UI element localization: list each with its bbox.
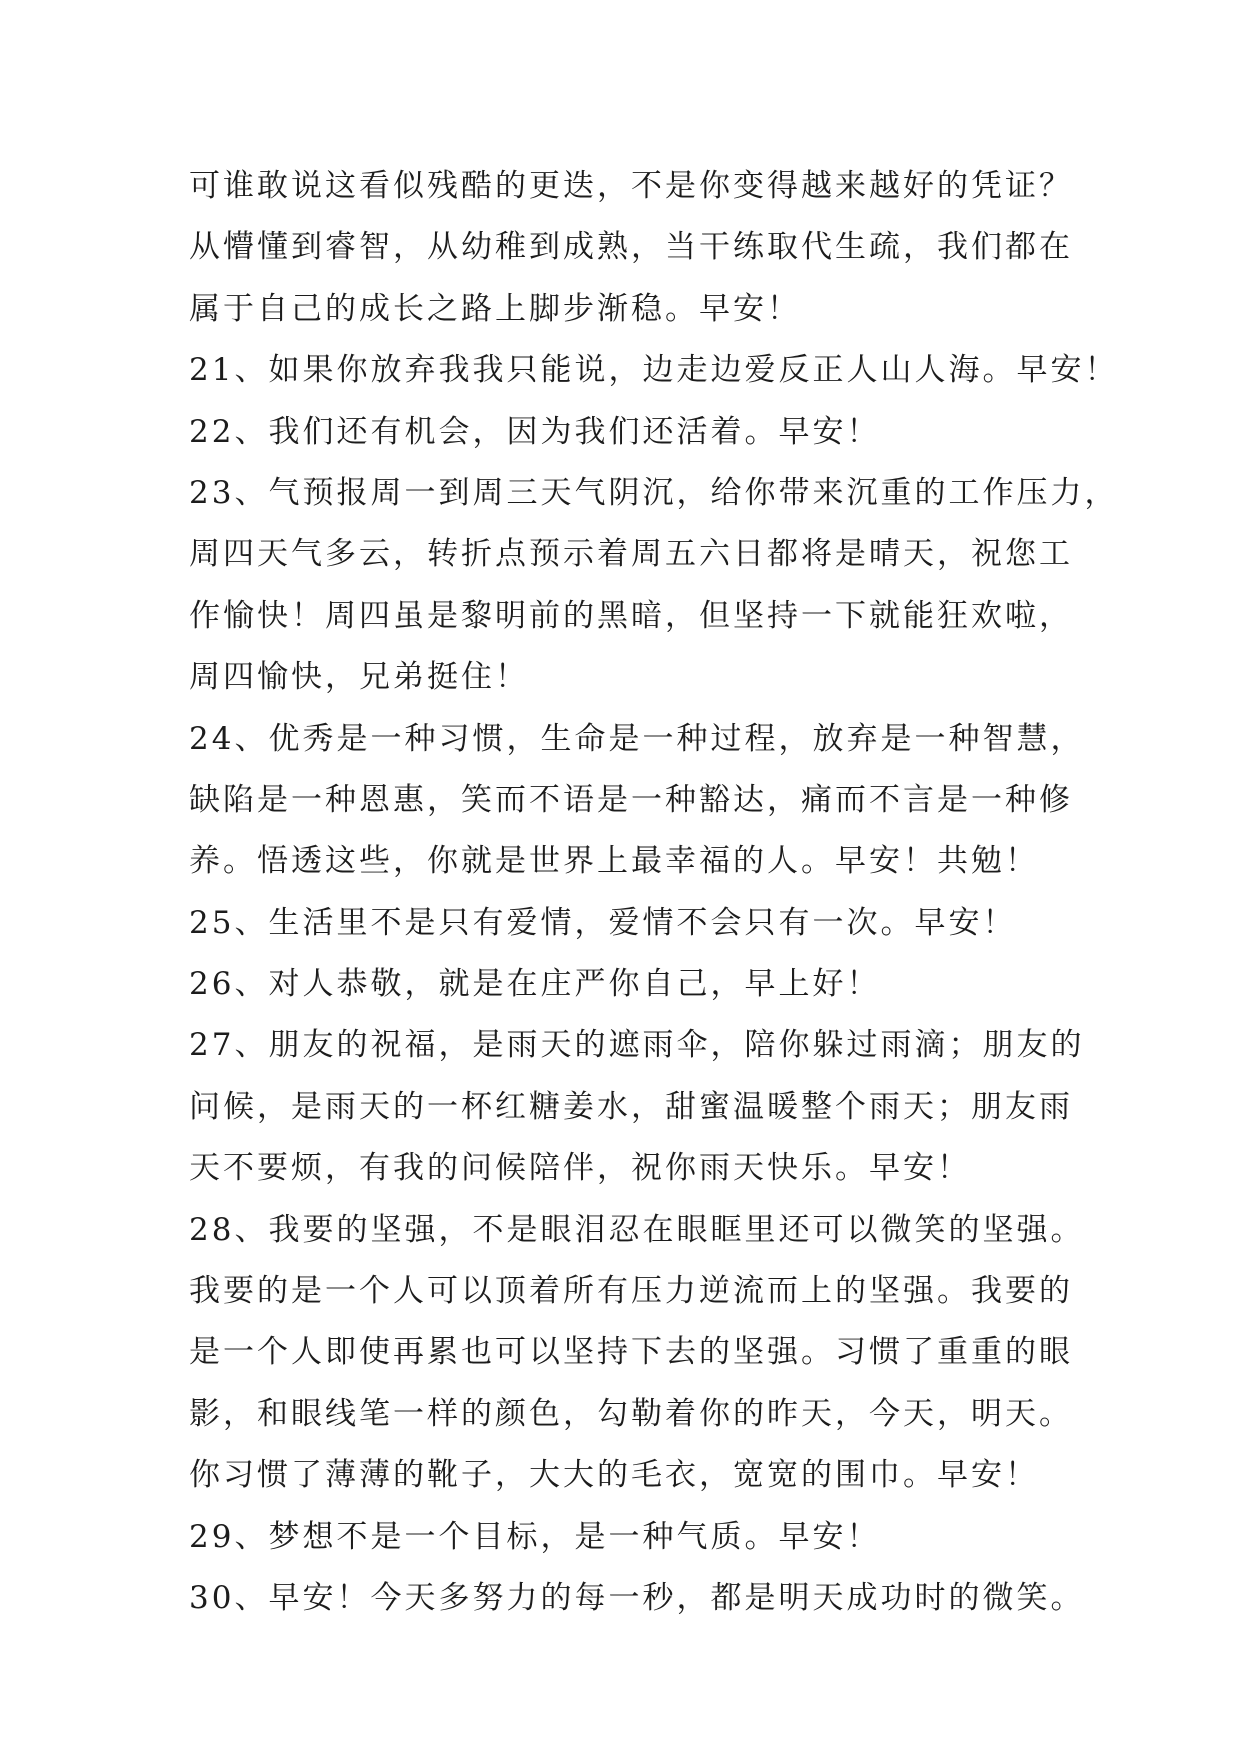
text-line: 缺陷是一种恩惠，笑而不语是一种豁达，痛而不言是一种修 (189, 781, 1073, 818)
text-line: 29、梦想不是一个目标，是一种气质。早安！ (189, 1518, 881, 1555)
text-line: 26、对人恭敬，就是在庄严你自己，早上好！ (189, 966, 881, 1003)
text-line: 作愉快！周四虽是黎明前的黑暗，但坚持一下就能狂欢啦， (189, 597, 1073, 634)
body-text (189, 156, 1119, 1629)
text-line: 22、我们还有机会，因为我们还活着。早安！ (189, 413, 881, 450)
text-line: 28、我要的坚强，不是眼泪忍在眼眶里还可以微笑的坚强。 (189, 1211, 1085, 1248)
text-line: 21、如果你放弃我我只能说，边走边爱反正人山人海。早安！ (189, 352, 1119, 389)
text-line: 30、早安！今天多努力的每一秒，都是明天成功时的微笑。 (189, 1579, 1085, 1616)
text-line: 是一个人即使再累也可以坚持下去的坚强。习惯了重重的眼 (189, 1334, 1073, 1371)
text-line: 你习惯了薄薄的靴子，大大的毛衣，宽宽的围巾。早安！ (189, 1457, 1039, 1494)
text-line: 23、气预报周一到周三天气阴沉，给你带来沉重的工作压力， (189, 474, 1119, 511)
text-line: 属于自己的成长之路上脚步渐稳。早安！ (189, 290, 801, 327)
text-line: 周四天气多云，转折点预示着周五六日都将是晴天，祝您工 (189, 536, 1073, 573)
text-line: 24、优秀是一种习惯，生命是一种过程，放弃是一种智慧， (189, 720, 1085, 757)
text-line: 问候，是雨天的一杯红糖姜水，甜蜜温暖整个雨天；朋友雨 (189, 1088, 1073, 1125)
text-line: 天不要烦，有我的问候陪伴，祝你雨天快乐。早安！ (189, 1150, 971, 1187)
text-line: 27、朋友的祝福，是雨天的遮雨伞，陪你躲过雨滴；朋友的 (189, 1027, 1085, 1064)
text-line: 可谁敢说这看似残酷的更迭，不是你变得越来越好的凭证？ (189, 168, 1073, 204)
text-line: 影，和眼线笔一样的颜色，勾勒着你的昨天，今天，明天。 (189, 1395, 1073, 1432)
text-line: 周四愉快，兄弟挺住！ (189, 659, 529, 696)
text-line: 养。悟透这些，你就是世界上最幸福的人。早安！共勉！ (189, 843, 1039, 880)
text-line: 25、生活里不是只有爱情，爱情不会只有一次。早安！ (189, 904, 1017, 941)
text-line: 我要的是一个人可以顶着所有压力逆流而上的坚强。我要的 (189, 1273, 1073, 1310)
text-line: 从懵懂到睿智，从幼稚到成熟，当干练取代生疏，我们都在 (189, 229, 1073, 266)
